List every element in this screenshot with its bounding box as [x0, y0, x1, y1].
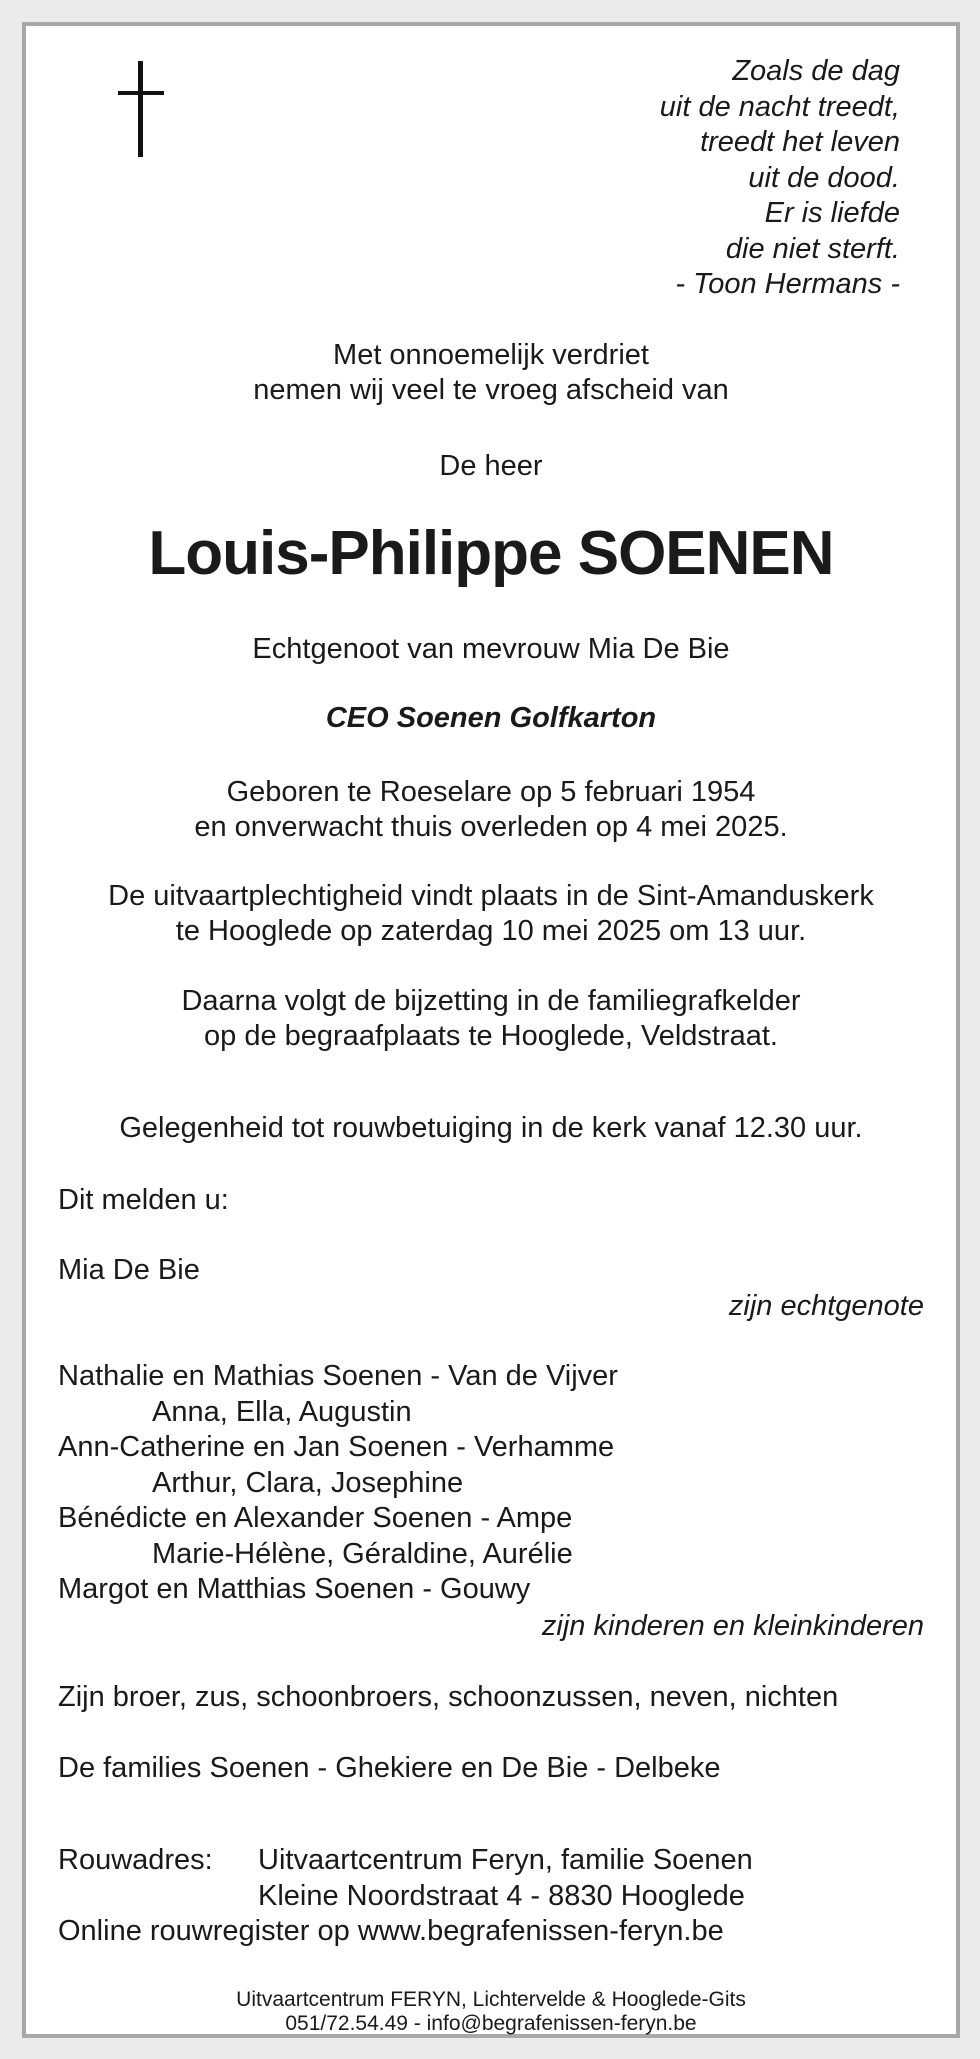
address-line: Uitvaartcentrum Feryn, familie Soenen [258, 1844, 753, 1876]
burial-line: Daarna volgt de bijzetting in de familiegrafkelder [181, 985, 801, 1017]
list-item: Marie-Hélène, Géraldine, Aurélie [152, 1537, 573, 1570]
quote-line: treedt het leven [700, 126, 900, 158]
burial-line: op de begraafplaats te Hooglede, Veldstraat. [204, 1020, 778, 1052]
address-label: Rouwadres: [58, 1844, 213, 1876]
online-register: Online rouwregister op www.begrafenissen-feryn.be [58, 1915, 724, 1947]
intro-line: Met onnoemelijk verdriet [333, 339, 649, 371]
list-item: Ann-Catherine en Jan Soenen - Verhamme [58, 1431, 615, 1463]
quote-line: die niet sterft. [725, 232, 900, 265]
footer-contact: 051/72.54.49 - info@begrafenissen-feryn.be [285, 2012, 697, 2035]
salutation: De heer [439, 450, 543, 482]
intro-line: nemen wij veel te vroeg afscheid van [253, 374, 729, 406]
list-item: Margot en Matthias Soenen - Gouwy [58, 1573, 531, 1605]
list-item: Bénédicte en Alexander Soenen - Ampe [58, 1502, 573, 1534]
announce-text: Dit melden u: [58, 1184, 229, 1216]
professional-title: CEO Soenen Golfkarton [325, 702, 657, 734]
condolence-text: Gelegenheid tot rouwbetuiging in de kerk vanaf 12.30 uur. [119, 1112, 863, 1144]
address-block [58, 1843, 753, 1950]
families-text: De families Soenen - Ghekiere en De Bie - Delbeke [58, 1752, 721, 1784]
footer-line: Uitvaartcentrum FERYN, Lichtervelde & Hooglede-Gits [236, 1988, 746, 2011]
funeral-home-footer [26, 1988, 956, 2036]
spouse-name: Mia De Bie [58, 1254, 200, 1286]
birth-death-text [26, 775, 956, 845]
children-relation: zijn kinderen en kleinkinderen [541, 1610, 924, 1642]
deceased-name: Louis-Philippe SOENEN [148, 519, 834, 588]
list-item: Arthur, Clara, Josephine [152, 1466, 464, 1499]
spouse-line: Echtgenoot van mevrouw Mia De Bie [252, 633, 730, 665]
list-item: Nathalie en Mathias Soenen - Van de Vijver [58, 1360, 618, 1392]
burial-text [26, 984, 956, 1054]
death-line: en onverwacht thuis overleden op 4 mei 2025. [194, 811, 788, 843]
quote-author: - Toon Hermans - [675, 268, 900, 300]
quote-line: uit de nacht treedt, [659, 90, 900, 123]
ceremony-text [26, 879, 956, 949]
siblings-text: Zijn broer, zus, schoonbroers, schoonzussen, neven, nichten [58, 1681, 839, 1713]
poem-quote [660, 54, 900, 303]
quote-line: Er is liefde [764, 197, 900, 229]
quote-line: Zoals de dag [732, 55, 900, 87]
ceremony-line: De uitvaartplechtigheid vindt plaats in de Sint-Amanduskerk [108, 880, 874, 912]
cross-icon [118, 61, 164, 157]
spouse-relation: zijn echtgenote [728, 1290, 924, 1322]
birth-line: Geboren te Roeselare op 5 februari 1954 [226, 776, 756, 808]
obituary-card [22, 22, 960, 2038]
address-line: Kleine Noordstraat 4 - 8830 Hooglede [258, 1879, 745, 1912]
ceremony-line: te Hooglede op zaterdag 10 mei 2025 om 13 uur. [175, 915, 807, 947]
quote-line: uit de dood. [748, 161, 900, 194]
list-item: Anna, Ella, Augustin [152, 1395, 412, 1428]
intro-text [26, 338, 956, 408]
children-list [58, 1359, 618, 1608]
